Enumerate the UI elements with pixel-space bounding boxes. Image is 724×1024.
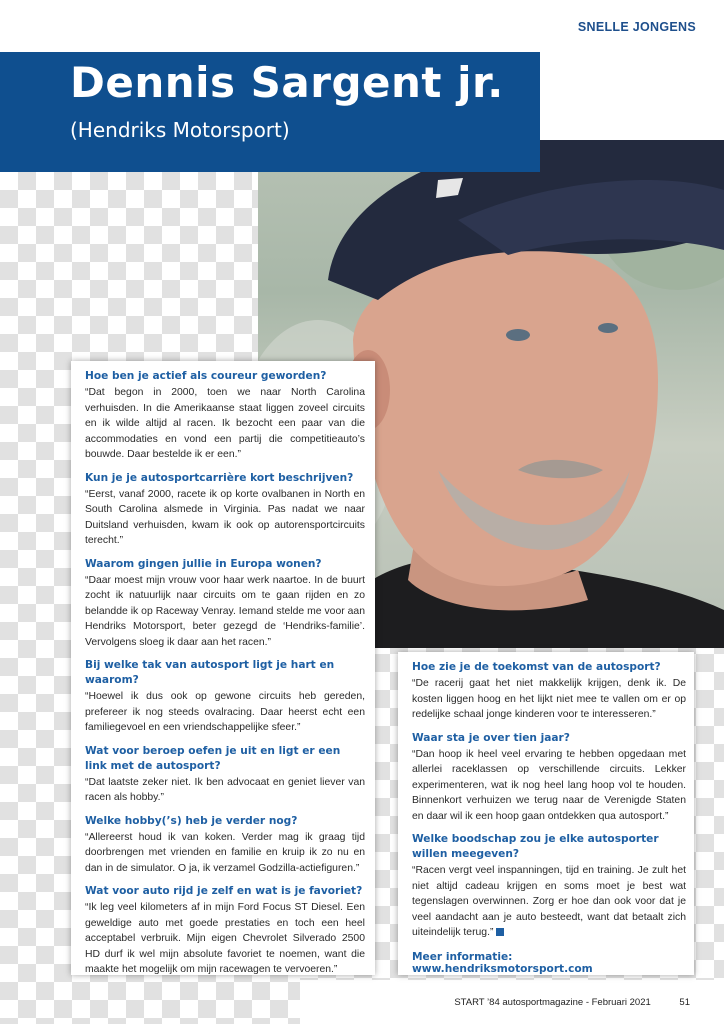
page-title: Dennis Sargent jr. <box>70 58 504 107</box>
answer: “Allereerst houd ik van koken. Verder mag ik graag tijd doorbrengen met vrienden en familie en kruip ik zo nu en dan in de simulator. O ja, ik verzamel Godzilla-actiefiguren.” <box>85 831 365 874</box>
question: Bij welke tak van autosport ligt je hart en waarom? <box>85 659 335 686</box>
question: Wat voor beroep oefen je uit en ligt er een link met de autosport? <box>85 744 341 772</box>
more-info-link[interactable]: Meer informatie: www.hendriksmotorsport.com <box>412 950 593 975</box>
answer <box>412 863 686 941</box>
end-mark-icon <box>496 928 504 936</box>
answer: “De racerij gaat het niet makkelijk krijgen, denk ik. De kosten liggen hoog en het lijkt niet mee te vallen om er op redelijke schaal jonge kinderen voor te interesseren.” <box>412 678 686 720</box>
answer: “Dat laatste zeker niet. Ik ben advocaat en geniet liever van racen als hobby.” <box>85 776 365 803</box>
answer: “Hoewel ik dus ook op gewone circuits heb gereden, prefereer ik nog steeds ovalracing. Daar heerst echt een familiegevoel en een vriendschappelijke sfeer.” <box>85 691 365 733</box>
publication-name: START ’84 autosportmagazine - Februari 2021 <box>454 997 651 1008</box>
answer: “Dat begon in 2000, toen we naar North Carolina verhuisden. In die Amerikaanse staat liggen zoveel circuits en ik wilde altijd al racen. Ik bezocht een paar van die accommodaties en vond een partij die competitieauto’s bouwde. Daar bestelde ik er een.” <box>85 387 365 460</box>
answer: “Ik leg veel kilometers af in mijn Ford Focus ST Diesel. Een geweldige auto met goede prestaties en toch een heel acceptabel verbruik. Mijn eigen Chevrolet Silverado 2500 HD durf ik wel mijn absolute favoriet te noemen, want die maakte het mogelijk om mijn racewagen te vervoeren.” <box>85 902 365 975</box>
question: Wat voor auto rijd je zelf en wat is je favoriet? <box>85 885 363 897</box>
question: Welke boodschap zou je elke autosporter willen meegeven? <box>412 833 659 860</box>
question: Hoe zie je de toekomst van de autosport? <box>412 661 661 673</box>
page-subtitle: (Hendriks Motorsport) <box>70 118 290 142</box>
interview-panel-left <box>71 361 375 975</box>
answer: “Daar moest mijn vrouw voor haar werk naartoe. In de buurt zocht ik natuurlijk naar circuits om te gaan rijden en zo belandde ik op Raceway Venray. Iemand stelde me voor aan Hendriks Motorsport, beter gezegd de ‘Hendriks-familie’. Vervolgens sloeg ik daar aan het racen.” <box>85 574 365 648</box>
question: Waar sta je over tien jaar? <box>412 731 570 744</box>
interview-panel-right <box>398 652 694 975</box>
question: Welke hobby(’s) heb je verder nog? <box>85 814 298 827</box>
question: Waarom gingen jullie in Europa wonen? <box>85 557 322 570</box>
answer: “Dan hoop ik heel veel ervaring te hebben opgedaan met allerlei raceklassen op verschillende circuits. Lekker experimenteren, wat ik nog heel lang hoop vol te houden. Binnenkort verhuizen we terug naar de Verenigde Staten en daar wil ik een hoop gaan ontdekken qua autosport.” <box>412 748 686 822</box>
answer: “Eerst, vanaf 2000, racete ik op korte ovalbanen in North en South Carolina alsmede in Virginia. Pas nadat we naar Duitsland verhuisden, kwam ik ook op autorensportcircuits terecht.” <box>85 488 365 546</box>
page-number: 51 <box>679 997 690 1008</box>
answer-text: “Racen vergt veel inspanningen, tijd en training. Je zult het niet altijd cadeau krijgen en soms moet je best wat tegenslagen overwinnen. Zorg er hoe dan ook voor dat je veel aandacht aan je auto besteedt, want dat betaalt zich uiteindelijk terug.” <box>412 865 686 938</box>
section-label: SNELLE JONGENS <box>577 20 696 34</box>
question: Hoe ben je actief als coureur geworden? <box>85 370 327 382</box>
page-footer <box>454 997 690 1008</box>
question: Kun je je autosportcarrière kort beschrijven? <box>85 471 354 484</box>
